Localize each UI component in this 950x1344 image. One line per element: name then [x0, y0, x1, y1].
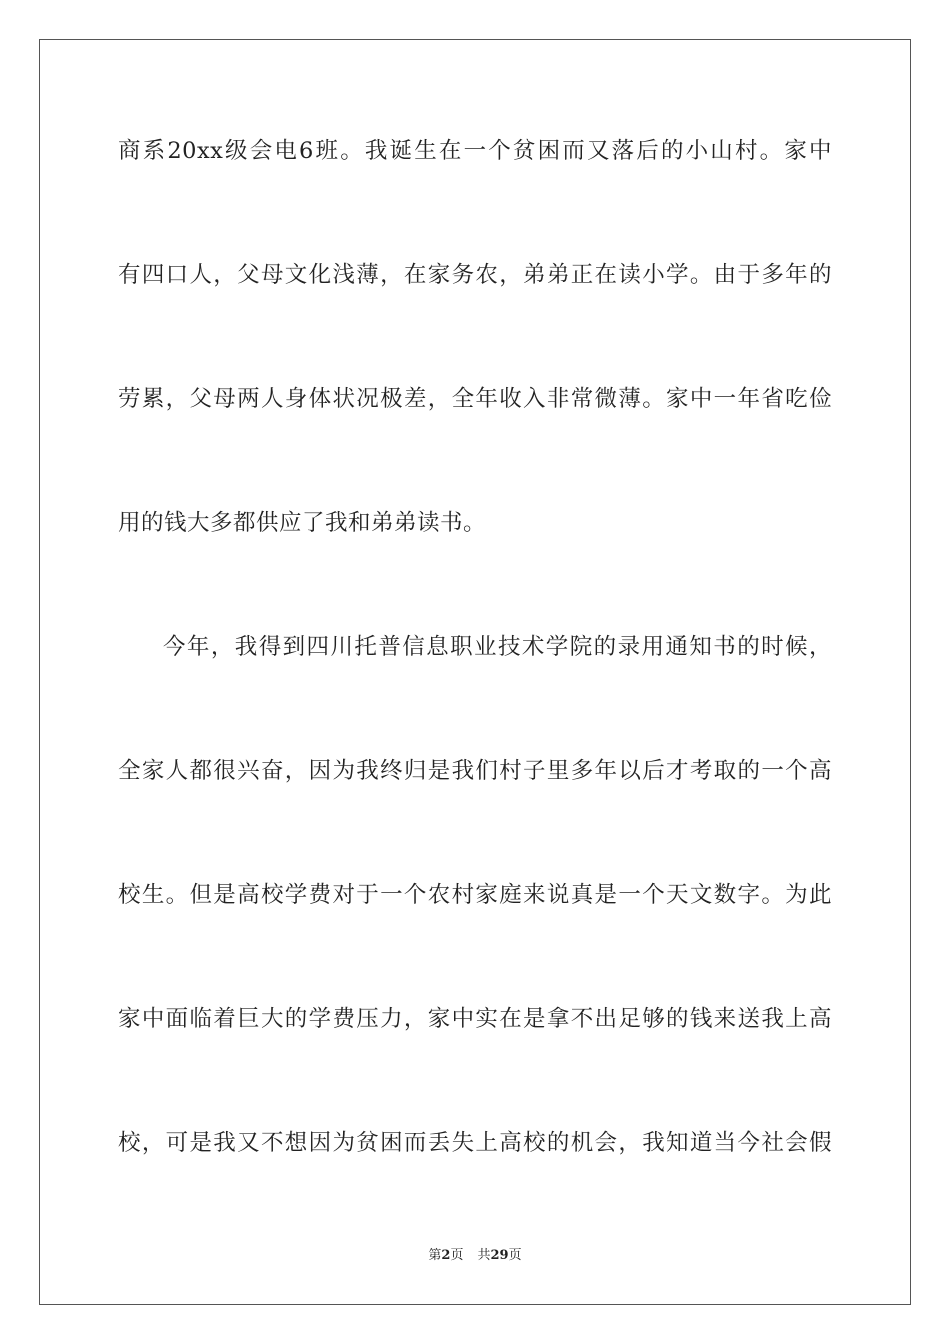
page-border: [39, 39, 911, 1305]
body-text-line-9: 校，可是我又不想因为贫困而丢失上高校的机会，我知道当今社会假: [118, 1130, 832, 1156]
footer-page-prefix: 第: [428, 1248, 442, 1263]
footer-total-pages: 29: [490, 1248, 509, 1263]
footer-page-number: 2: [441, 1248, 451, 1263]
footer-total-suffix: 页: [508, 1248, 522, 1263]
footer-total-prefix: 共: [477, 1248, 491, 1263]
body-text-line-4: 用的钱大多都供应了我和弟弟读书。: [118, 510, 487, 536]
body-text-line-8: 家中面临着巨大的学费压力，家中实在是拿不出足够的钱来送我上高: [118, 1006, 832, 1032]
body-text-line-1: 商系20xx级会电6班。我诞生在一个贫困而又落后的小山村。家中: [118, 138, 832, 164]
body-text-line-2: 有四口人，父母文化浅薄，在家务农，弟弟正在读小学。由于多年的: [118, 262, 832, 288]
body-text-line-5: 今年，我得到四川托普信息职业技术学院的录用通知书的时候，: [163, 634, 832, 660]
body-text-line-6: 全家人都很兴奋，因为我终归是我们村子里多年以后才考取的一个高: [118, 758, 832, 784]
body-text-line-7: 校生。但是高校学费对于一个农村家庭来说真是一个天文数字。为此: [118, 882, 832, 908]
footer-page-suffix: 页: [450, 1248, 464, 1263]
body-text-line-3: 劳累，父母两人身体状况极差，全年收入非常微薄。家中一年省吃俭: [118, 386, 832, 412]
page-footer: [0, 1248, 950, 1264]
